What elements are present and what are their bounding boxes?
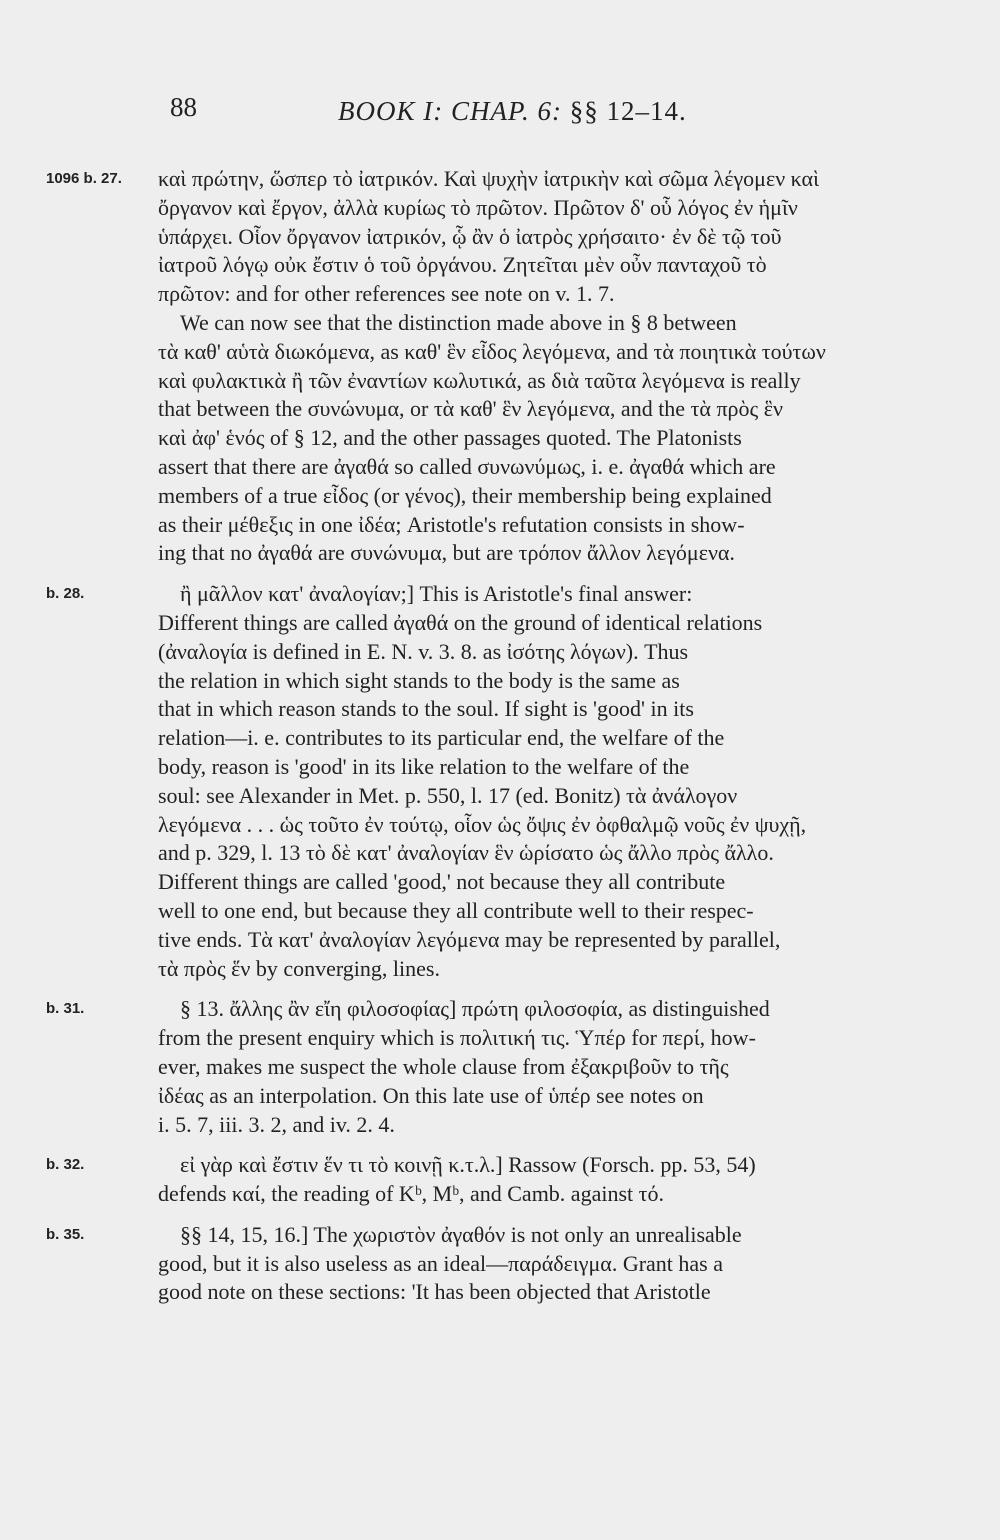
text-line: τὰ πρὸς ἕν by converging, lines. bbox=[158, 955, 440, 981]
text-line: We can now see that the distinction made above in § 8 between bbox=[180, 309, 737, 335]
text-line: ὄργανον καὶ ἔργον, ἀλλὰ κυρίως τὸ πρῶτον. Πρῶτον δ' οὗ λόγος ἐν ἡμῖν bbox=[158, 194, 798, 220]
text-line: good, but it is also useless as an ideal—παράδειγμα. Grant has a bbox=[158, 1250, 724, 1276]
text-line: ἰατροῦ λόγῳ οὐκ ἔστιν ὁ τοῦ ὀργάνου. Ζητεῖται μὲν οὖν πανταχοῦ τὸ bbox=[158, 252, 767, 278]
text-line: that between the συνώνυμα, or τὰ καθ' ἓν λεγόμενα, and the τὰ πρὸς ἓν bbox=[158, 396, 783, 422]
text-line: καὶ φυλακτικὰ ἢ τῶν ἐναντίων κωλυτικά, as διὰ ταῦτα λεγόμενα is really bbox=[158, 367, 801, 393]
commentary-text bbox=[46, 165, 918, 1307]
commentary-block bbox=[46, 1221, 918, 1307]
commentary-block bbox=[46, 1151, 918, 1209]
commentary-block bbox=[46, 580, 918, 983]
text-line: members of a true εἶδος (or γένος), their membership being explained bbox=[158, 482, 772, 508]
running-head-title: BOOK I: CHAP. 6: bbox=[338, 96, 570, 126]
text-line: § 13. ἄλλης ἂν εἴη φιλοσοφίας] πρώτη φιλοσοφία, as distinguished bbox=[180, 996, 770, 1022]
text-line: from the present enquiry which is πολιτική τις. Ὑπέρ for περί, how- bbox=[158, 1025, 756, 1051]
text-line: defends καί, the reading of Kᵇ, Mᵇ, and Camb. against τό. bbox=[158, 1181, 664, 1207]
text-line: body, reason is 'good' in its like relation to the welfare of the bbox=[158, 753, 690, 779]
line-reference: b. 28. bbox=[46, 585, 85, 603]
text-line: as their μέθεξις in one ἰδέα; Aristotle's refutation consists in show- bbox=[158, 511, 745, 537]
text-line: Different things are called 'good,' not because they all contribute bbox=[158, 869, 726, 895]
commentary-block bbox=[46, 165, 918, 309]
text-line: i. 5. 7, iii. 3. 2, and iv. 2. 4. bbox=[158, 1111, 395, 1137]
text-line: ing that no ἀγαθά are συνώνυμα, but are τρόπον ἄλλον λεγόμενα. bbox=[158, 540, 735, 566]
line-reference: b. 31. bbox=[46, 1000, 85, 1018]
text-line: well to one end, but because they all contribute well to their respec- bbox=[158, 897, 754, 923]
running-head bbox=[338, 96, 687, 127]
line-reference: b. 32. bbox=[46, 1156, 85, 1174]
text-line: good note on these sections: 'It has been objected that Aristotle bbox=[158, 1279, 711, 1305]
text-line: relation—i. e. contributes to its particular end, the welfare of the bbox=[158, 725, 725, 751]
text-line: πρῶτον: and for other references see note on v. 1. 7. bbox=[158, 281, 615, 307]
text-line: ἰδέας as an interpolation. On this late use of ὑπέρ see notes on bbox=[158, 1082, 704, 1108]
text-line: the relation in which sight stands to the body is the same as bbox=[158, 667, 680, 693]
line-reference: 1096 b. 27. bbox=[46, 170, 122, 187]
page-header bbox=[170, 92, 930, 132]
text-line: τὰ καθ' αὑτὰ διωκόμενα, as καθ' ἓν εἶδος λεγόμενα, and τὰ ποιητικὰ τούτων bbox=[158, 338, 826, 364]
text-line: καὶ πρώτην, ὥσπερ τὸ ἰατρικόν. Καὶ ψυχὴν ἰατρικὴν καὶ σῶμα λέγομεν καὶ bbox=[158, 166, 819, 191]
running-head-sections: §§ 12–14. bbox=[569, 96, 687, 126]
text-line: καὶ ἀφ' ἑνός of § 12, and the other passages quoted. The Platonists bbox=[158, 425, 742, 451]
text-line: ever, makes me suspect the whole clause from ἐξακριβοῦν to τῆς bbox=[158, 1053, 729, 1079]
text-line: (ἀναλογία is defined in E. N. v. 3. 8. as ἰσότης λόγων). Thus bbox=[158, 638, 689, 664]
text-line: soul: see Alexander in Met. p. 550, l. 17 (ed. Bonitz) τὰ ἀνάλογον bbox=[158, 782, 738, 808]
commentary-block bbox=[158, 309, 918, 568]
commentary-block bbox=[46, 995, 918, 1139]
text-line: tive ends. Τὰ κατ' ἀναλογίαν λεγόμενα may be represented by parallel, bbox=[158, 926, 781, 952]
page-number: 88 bbox=[170, 92, 197, 122]
text-line: §§ 14, 15, 16.] The χωριστὸν ἀγαθόν is not only an unrealisable bbox=[180, 1221, 742, 1247]
text-line: εἰ γὰρ καὶ ἔστιν ἕν τι τὸ κοινῇ κ.τ.λ.] Rassow (Forsch. pp. 53, 54) bbox=[180, 1152, 756, 1178]
text-line: assert that there are ἀγαθά so called συνωνύμως, i. e. ἀγαθά which are bbox=[158, 453, 776, 479]
line-reference: b. 35. bbox=[46, 1225, 85, 1243]
text-line: that in which reason stands to the soul. If sight is 'good' in its bbox=[158, 696, 694, 722]
text-line: ἢ μᾶλλον κατ' ἀναλογίαν;] This is Aristotle's final answer: bbox=[180, 581, 693, 607]
text-line: ὑπάρχει. Οἷον ὄργανον ἰατρικόν, ᾧ ἂν ὁ ἰατρὸς χρήσαιτο· ἐν δὲ τῷ τοῦ bbox=[158, 223, 782, 249]
text-line: λεγόμενα . . . ὡς τοῦτο ἐν τούτῳ, οἷον ὡς ὄψις ἐν ὀφθαλμῷ νοῦς ἐν ψυχῇ, bbox=[158, 811, 807, 837]
text-line: Different things are called ἀγαθά on the ground of identical relations bbox=[158, 609, 763, 635]
text-line: and p. 329, l. 13 τὸ δὲ κατ' ἀναλογίαν ἓν ὡρίσατο ὡς ἄλλο πρὸς ἄλλο. bbox=[158, 840, 774, 866]
